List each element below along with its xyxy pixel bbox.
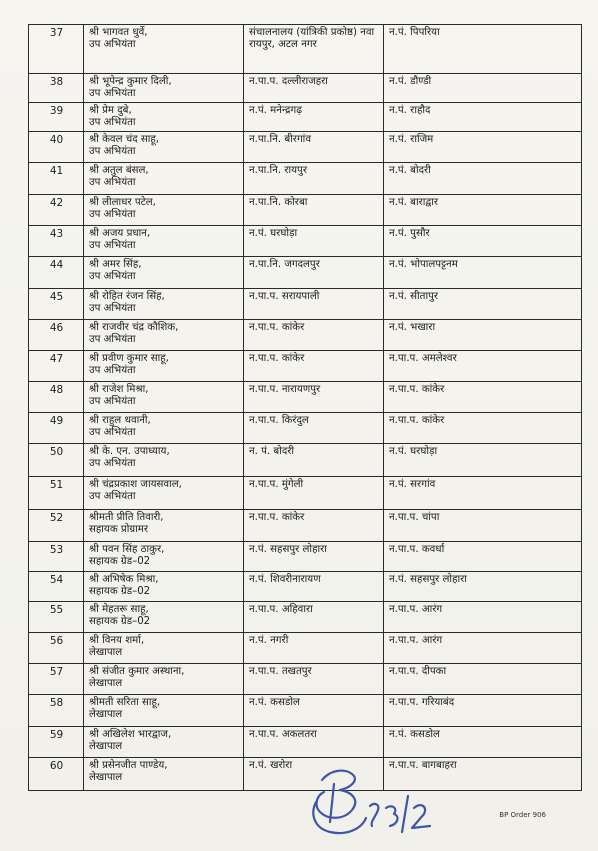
table-row	[29, 351, 582, 382]
table-row	[29, 382, 582, 413]
serial-number: 37	[29, 25, 84, 74]
table-row	[29, 510, 582, 542]
employee-post: उप अभियंता	[89, 209, 136, 220]
table-row	[29, 103, 582, 132]
employee-name: श्री केवल चंद साहू,	[89, 134, 160, 145]
employee-name: श्री प्रेम दुबे,	[89, 105, 132, 116]
to-office: न.पा.प. आरंग	[384, 633, 582, 664]
employee-post: लेखापाल	[89, 772, 123, 783]
employee-cell	[84, 74, 244, 103]
serial-number: 43	[29, 226, 84, 257]
to-office: न.पं. सरगांव	[384, 477, 582, 510]
employee-cell	[84, 444, 244, 477]
serial-number: 58	[29, 695, 84, 727]
from-office: न.पं. खरोरा	[244, 758, 384, 791]
employee-cell	[84, 132, 244, 163]
serial-number: 50	[29, 444, 84, 477]
to-office: न.पं. सहसपुर लोहारा	[384, 572, 582, 602]
employee-name: श्री रोहित रंजन सिंह,	[89, 291, 165, 302]
employee-cell	[84, 602, 244, 633]
from-office: न.पा.नि. बीरगांव	[244, 132, 384, 163]
table-row	[29, 572, 582, 602]
employee-post: उप अभियंता	[89, 334, 136, 345]
employee-post: सहायक प्रोग्रामर	[89, 524, 148, 535]
table-row	[29, 633, 582, 664]
employee-cell	[84, 289, 244, 320]
serial-number: 49	[29, 413, 84, 444]
table-row	[29, 477, 582, 510]
to-office: न.पं. भोपालपट्टनम	[384, 257, 582, 289]
employee-post: सहायक ग्रेड–02	[89, 616, 151, 627]
employee-cell	[84, 382, 244, 413]
serial-number: 40	[29, 132, 84, 163]
table-row	[29, 413, 582, 444]
employee-post: लेखापाल	[89, 741, 123, 752]
to-office: न.पं. बोदरी	[384, 163, 582, 195]
to-office: न.पं. राहौद	[384, 103, 582, 132]
employee-post: उप अभियंता	[89, 396, 136, 407]
from-office: न.पा.नि. कोरबा	[244, 195, 384, 226]
employee-name: श्री लीलाधर पटेल,	[89, 197, 156, 208]
employee-name: श्री प्रसेनजीत पाण्डेय,	[89, 760, 168, 771]
employee-name: श्री विनय शर्मा,	[89, 635, 145, 646]
transfer-order-table	[28, 24, 582, 791]
to-office: न.पा.प. गरियाबंद	[384, 695, 582, 727]
to-office: न.पा.प. कवर्धा	[384, 542, 582, 572]
serial-number: 39	[29, 103, 84, 132]
from-office: न.पा.प. दल्लीराजहरा	[244, 74, 384, 103]
serial-number: 42	[29, 195, 84, 226]
employee-name: श्री संजीत कुमार अस्थाना,	[89, 666, 185, 677]
to-office: न.पा.प. कांकेर	[384, 413, 582, 444]
employee-cell	[84, 413, 244, 444]
employee-post: उप अभियंता	[89, 240, 136, 251]
employee-name: श्री चंद्रप्रकाश जायसवाल,	[89, 479, 182, 490]
from-office: न.पा.प. अहिवारा	[244, 602, 384, 633]
employee-post: उप अभियंता	[89, 117, 136, 128]
employee-name: श्री राहुल थवानी,	[89, 415, 151, 426]
employee-name: श्री अखिलेश भारद्वाज,	[89, 729, 172, 740]
to-office: न.पा.प. अमलेश्वर	[384, 351, 582, 382]
table-row	[29, 74, 582, 103]
employee-name: श्री अजय प्रधान,	[89, 228, 151, 239]
employee-name: श्रीमती सरिता साहू,	[89, 697, 161, 708]
employee-post: उप अभियंता	[89, 177, 136, 188]
from-office: न.पा.प. किरंदुल	[244, 413, 384, 444]
table-body	[29, 25, 582, 791]
from-office: न.पा.प. सरायपाली	[244, 289, 384, 320]
employee-post: उप अभियंता	[89, 303, 136, 314]
table-row	[29, 602, 582, 633]
employee-post: लेखापाल	[89, 647, 123, 658]
employee-name: श्रीमती प्रीति तिवारी,	[89, 512, 164, 523]
to-office: न.पा.प. बागबाहरा	[384, 758, 582, 791]
serial-number: 57	[29, 664, 84, 695]
employee-cell	[84, 542, 244, 572]
serial-number: 45	[29, 289, 84, 320]
employee-cell	[84, 572, 244, 602]
serial-number: 41	[29, 163, 84, 195]
employee-name: श्री पवन सिंह ठाकुर,	[89, 544, 165, 555]
employee-post: उप अभियंता	[89, 146, 136, 157]
from-office: न.पा.प. तखतपुर	[244, 664, 384, 695]
serial-number: 55	[29, 602, 84, 633]
to-office: न.पं. पिपरिया	[384, 25, 582, 74]
serial-number: 48	[29, 382, 84, 413]
from-office: संचालनालय (यांत्रिकी प्रकोष्ठ) नवा रायपुर, अटल नगर	[244, 25, 384, 74]
to-office: न.पं. कसडोल	[384, 727, 582, 758]
from-office: न.पा.प. कांकेर	[244, 320, 384, 351]
employee-post: लेखापाल	[89, 709, 123, 720]
table-row	[29, 25, 582, 74]
employee-cell	[84, 320, 244, 351]
from-office: न.पं. कसडोल	[244, 695, 384, 727]
employee-cell	[84, 103, 244, 132]
table-row	[29, 289, 582, 320]
table-row	[29, 163, 582, 195]
employee-name: श्री भूपेन्द्र कुमार दिली,	[89, 76, 172, 87]
from-office: न.पं. सहसपुर लोहारा	[244, 542, 384, 572]
employee-post: उप अभियंता	[89, 365, 136, 376]
employee-name: श्री प्रवीण कुमार साहू,	[89, 353, 169, 364]
employee-name: श्री अभिषेक मिश्रा,	[89, 574, 159, 585]
table-row	[29, 195, 582, 226]
table-row	[29, 444, 582, 477]
from-office: न.पं. मनेन्द्रगढ़	[244, 103, 384, 132]
to-office: न.पं. घरघोड़ा	[384, 444, 582, 477]
serial-number: 60	[29, 758, 84, 791]
employee-name: श्री अमर सिंह,	[89, 259, 142, 270]
employee-cell	[84, 695, 244, 727]
serial-number: 56	[29, 633, 84, 664]
employee-post: सहायक ग्रेड–02	[89, 586, 151, 597]
to-office: न.पं. पुसौर	[384, 226, 582, 257]
employee-cell	[84, 664, 244, 695]
employee-post: उप अभियंता	[89, 491, 136, 502]
to-office: न.पं. भखारा	[384, 320, 582, 351]
from-office: न.पा.नि. रायपुर	[244, 163, 384, 195]
from-office: न.पं. शिवरीनारायण	[244, 572, 384, 602]
employee-cell	[84, 477, 244, 510]
employee-name: श्री भागवत धुर्वे,	[89, 27, 148, 38]
employee-post: उप अभियंता	[89, 88, 136, 99]
serial-number: 44	[29, 257, 84, 289]
handwritten-signature	[300, 762, 440, 842]
to-office: न.पा.प. कांकेर	[384, 382, 582, 413]
table-row	[29, 257, 582, 289]
employee-cell	[84, 195, 244, 226]
serial-number: 51	[29, 477, 84, 510]
from-office: न.पा.प. मुंगेली	[244, 477, 384, 510]
serial-number: 38	[29, 74, 84, 103]
to-office: न.पं. डौण्डी	[384, 74, 582, 103]
serial-number: 46	[29, 320, 84, 351]
employee-name: श्री राजवीर चंद्र कौशिक,	[89, 322, 179, 333]
employee-cell	[84, 25, 244, 74]
employee-name: श्री मेहतरू साहू,	[89, 604, 149, 615]
table-row	[29, 664, 582, 695]
from-office: न.पा.प. नारायणपुर	[244, 382, 384, 413]
employee-name: श्री के. एन. उपाध्याय,	[89, 446, 170, 457]
employee-cell	[84, 758, 244, 791]
from-office: न.पा.प. अकलतरा	[244, 727, 384, 758]
employee-name: श्री अतुल बंसल,	[89, 165, 149, 176]
employee-post: उप अभियंता	[89, 39, 136, 50]
serial-number: 47	[29, 351, 84, 382]
to-office: न.पं. बाराद्वार	[384, 195, 582, 226]
employee-cell	[84, 163, 244, 195]
employee-post: उप अभियंता	[89, 458, 136, 469]
table-row	[29, 226, 582, 257]
employee-cell	[84, 351, 244, 382]
employee-post: लेखापाल	[89, 678, 123, 689]
serial-number: 53	[29, 542, 84, 572]
serial-number: 52	[29, 510, 84, 542]
to-office: न.पा.प. चांपा	[384, 510, 582, 542]
serial-number: 59	[29, 727, 84, 758]
employee-post: उप अभियंता	[89, 427, 136, 438]
order-reference: BP Order 906	[499, 811, 546, 819]
employee-cell	[84, 510, 244, 542]
table-row	[29, 727, 582, 758]
table-row	[29, 695, 582, 727]
to-office: न.पा.प. आरंग	[384, 602, 582, 633]
employee-name: श्री राजेश मिश्रा,	[89, 384, 149, 395]
table-row	[29, 320, 582, 351]
from-office: न. पं. बोदरी	[244, 444, 384, 477]
employee-cell	[84, 633, 244, 664]
employee-cell	[84, 727, 244, 758]
from-office: न.पा.प. कांकेर	[244, 510, 384, 542]
from-office: न.पं. घरघोड़ा	[244, 226, 384, 257]
employee-post: सहायक ग्रेड–02	[89, 556, 151, 567]
table-row	[29, 132, 582, 163]
from-office: न.पा.प. कांकेर	[244, 351, 384, 382]
to-office: न.पं. सीतापुर	[384, 289, 582, 320]
employee-post: उप अभियंता	[89, 271, 136, 282]
employee-cell	[84, 257, 244, 289]
table-row	[29, 542, 582, 572]
employee-cell	[84, 226, 244, 257]
serial-number: 54	[29, 572, 84, 602]
to-office: न.पं. राजिम	[384, 132, 582, 163]
from-office: न.पा.नि. जगदलपुर	[244, 257, 384, 289]
to-office: न.पा.प. दीपका	[384, 664, 582, 695]
from-office: न.पं. नगरी	[244, 633, 384, 664]
